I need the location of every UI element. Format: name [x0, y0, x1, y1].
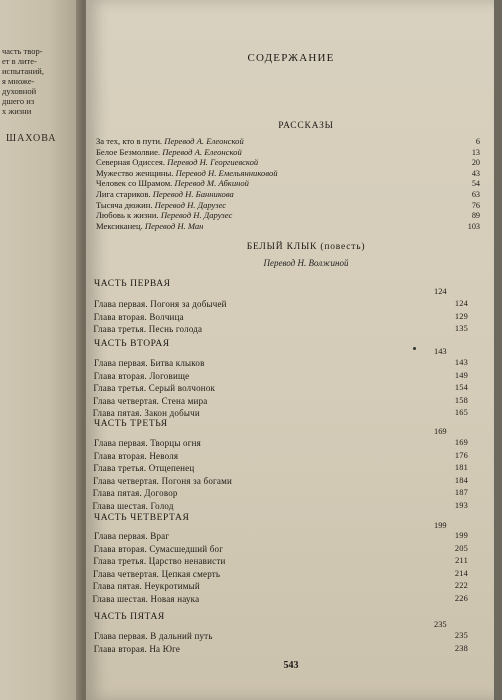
chapter-page: 211	[455, 556, 468, 565]
story-title: Любовь к жизни. Перевод Н. Дарузес	[96, 210, 233, 221]
chapter-row	[94, 298, 468, 310]
part-heading: ЧАСТЬ ЧЕТВЕРТАЯ	[94, 513, 190, 523]
story-translator: Перевод Н. Банникова	[152, 189, 234, 199]
left-text-fragment: х жизни	[2, 106, 32, 116]
chapter-row	[92, 487, 468, 499]
chapter-title: Глава пятая. Неукротимый	[92, 581, 200, 591]
chapter-title: Глава вторая. На Юге	[93, 643, 181, 654]
chapter-page: 205	[454, 543, 468, 553]
part-heading: ЧАСТЬ ТРЕТЬЯ	[94, 419, 168, 429]
story-page: 13	[471, 147, 480, 157]
chapter-title: Глава первая. Битва клыков	[94, 358, 205, 368]
story-row	[96, 146, 480, 158]
story-title: Тысяча дюжин. Перевод Н. Дарузес	[96, 199, 227, 210]
story-row	[96, 210, 480, 221]
story-page: 54	[471, 179, 480, 189]
chapter-page: 214	[454, 568, 468, 578]
part-page: 235	[434, 620, 447, 629]
chapter-title: Глава третья. Серый волчонок	[93, 383, 216, 393]
chapter-row	[92, 593, 468, 605]
stories-header: РАССКАЗЫ	[278, 121, 334, 131]
story-page: 76	[471, 200, 480, 210]
story-title: Человек со Шрамом. Перевод М. Абкиной	[96, 178, 249, 189]
chapter-page: 143	[454, 358, 468, 367]
chapter-row	[94, 437, 468, 449]
novel-header: БЕЛЫЙ КЛЫК (повесть)	[246, 242, 366, 252]
story-translator: Перевод Н. Ман	[144, 220, 204, 231]
chapter-row	[93, 450, 468, 462]
chapter-page: 181	[454, 463, 468, 472]
chapter-title: Глава пятая. Договор	[92, 488, 178, 498]
story-page: 43	[471, 168, 480, 178]
chapter-page: 154	[454, 383, 468, 392]
part-page: 124	[434, 287, 447, 296]
book-edge	[494, 0, 502, 700]
ink-mark	[413, 347, 416, 350]
chapter-row	[93, 395, 468, 407]
chapter-page: 199	[454, 531, 468, 540]
left-page	[0, 0, 82, 700]
chapter-page: 226	[454, 593, 468, 603]
chapter-page: 184	[454, 475, 468, 485]
chapter-title: Глава вторая. Логовище	[93, 370, 190, 381]
chapter-row	[93, 643, 468, 655]
left-text-fragment: я множе-	[2, 76, 35, 86]
story-title: Мексиканец. Перевод Н. Ман	[96, 220, 204, 231]
chapter-row	[94, 530, 468, 542]
story-page: 103	[467, 221, 480, 231]
page-number: 543	[283, 660, 299, 671]
left-text-fragment: дшего из	[2, 96, 35, 106]
part-page: 143	[434, 347, 447, 356]
left-text-fragment: ет в лите-	[2, 56, 37, 66]
part-heading: ЧАСТЬ ПЕРВАЯ	[94, 279, 171, 289]
story-page: 89	[471, 211, 480, 221]
chapter-title: Глава шестая. Новая наука	[92, 593, 200, 604]
chapter-page: 124	[454, 299, 468, 308]
story-row	[96, 157, 480, 168]
chapter-page: 238	[454, 643, 468, 653]
novel-translator: Перевод Н. Волжиной	[263, 258, 349, 268]
chapter-page: 135	[454, 324, 468, 333]
chapter-row	[93, 370, 468, 382]
chapter-title: Глава первая. Творцы огня	[94, 438, 201, 448]
story-title: Белое Безмолвие. Перевод А. Елеонской	[96, 146, 242, 157]
story-row	[96, 189, 480, 200]
chapter-title: Глава третья. Песнь голода	[93, 324, 203, 334]
chapter-row	[93, 475, 468, 487]
story-translator: Перевод А. Елеонской	[164, 136, 244, 146]
chapter-row	[93, 568, 468, 580]
chapter-page: 129	[454, 311, 468, 321]
chapter-page: 149	[454, 370, 468, 380]
chapter-page: 176	[454, 450, 468, 460]
story-translator: Перевод Н. Дарузес	[160, 210, 233, 221]
chapter-title: Глава пятая. Закон добычи	[92, 408, 200, 418]
chapter-page: 222	[454, 581, 468, 590]
chapter-page: 165	[454, 408, 468, 417]
story-row	[96, 136, 480, 147]
chapter-row	[93, 382, 468, 394]
chapter-row	[93, 462, 468, 474]
story-page: 63	[471, 190, 480, 199]
part-heading: ЧАСТЬ ВТОРАЯ	[94, 339, 170, 349]
chapter-page: 158	[454, 395, 468, 405]
page-title: СОДЕРЖАНИЕ	[247, 52, 335, 64]
story-row	[96, 220, 480, 232]
story-translator: Перевод М. Абкиной	[174, 178, 249, 189]
chapter-title: Глава четвертая. Стена мира	[93, 395, 208, 406]
chapter-title: Глава первая. В дальний путь	[94, 631, 213, 641]
chapter-title: Глава первая. Погоня за добычей	[94, 299, 227, 309]
story-title: Мужество женщины. Перевод Н. Емельянниковой	[96, 167, 278, 178]
left-text-fragment: часть твор-	[2, 46, 43, 56]
chapter-title: Глава шестая. Голод	[92, 500, 174, 511]
toc-page	[86, 0, 496, 700]
chapter-row	[93, 323, 468, 335]
chapter-page: 193	[454, 500, 468, 510]
chapter-row	[94, 357, 468, 369]
chapter-title: Глава вторая. Сумасшедший бог	[93, 543, 224, 554]
left-text-fragment: ШАХОВА	[6, 133, 57, 144]
chapter-title: Глава вторая. Волчица	[93, 311, 184, 322]
story-translator: Перевод А. Елеонской	[162, 146, 242, 157]
chapter-row	[92, 580, 468, 592]
chapter-page: 169	[454, 438, 468, 447]
part-heading: ЧАСТЬ ПЯТАЯ	[94, 612, 165, 622]
story-row	[96, 199, 480, 211]
story-page: 20	[471, 158, 480, 168]
story-row	[96, 178, 480, 189]
story-page: 6	[475, 137, 480, 146]
chapter-row	[93, 543, 468, 555]
chapter-title: Глава первая. Враг	[94, 531, 170, 541]
chapter-row	[92, 407, 468, 419]
story-translator: Перевод Н. Емельянниковой	[175, 167, 278, 178]
chapter-row	[92, 500, 468, 512]
left-text-fragment: духовной	[2, 86, 37, 96]
chapter-title: Глава четвертая. Цепкая смерть	[93, 568, 221, 579]
chapter-title: Глава третья. Царство ненависти	[93, 556, 226, 566]
chapter-title: Глава третья. Отщепенец	[93, 463, 195, 473]
story-row	[96, 167, 480, 179]
story-translator: Перевод Н. Дарузес	[154, 199, 227, 210]
part-page: 169	[434, 427, 447, 436]
story-title: Северная Одиссея. Перевод Н. Георгиевской	[96, 157, 259, 168]
chapter-row	[93, 555, 468, 567]
chapter-title: Глава четвертая. Погоня за богами	[93, 475, 233, 486]
chapter-row	[93, 311, 468, 323]
chapter-title: Глава вторая. Неволя	[93, 450, 179, 461]
left-text-fragment: испытаний,	[2, 66, 44, 76]
story-translator: Перевод Н. Георгиевской	[167, 157, 259, 168]
chapter-page: 235	[454, 631, 468, 640]
chapter-row	[94, 630, 468, 642]
story-title: Лига стариков. Перевод Н. Банникова	[96, 189, 234, 199]
chapter-page: 187	[454, 488, 468, 497]
story-title: За тех, кто в пути. Перевод А. Елеонской	[96, 136, 244, 146]
part-page: 199	[434, 521, 447, 530]
